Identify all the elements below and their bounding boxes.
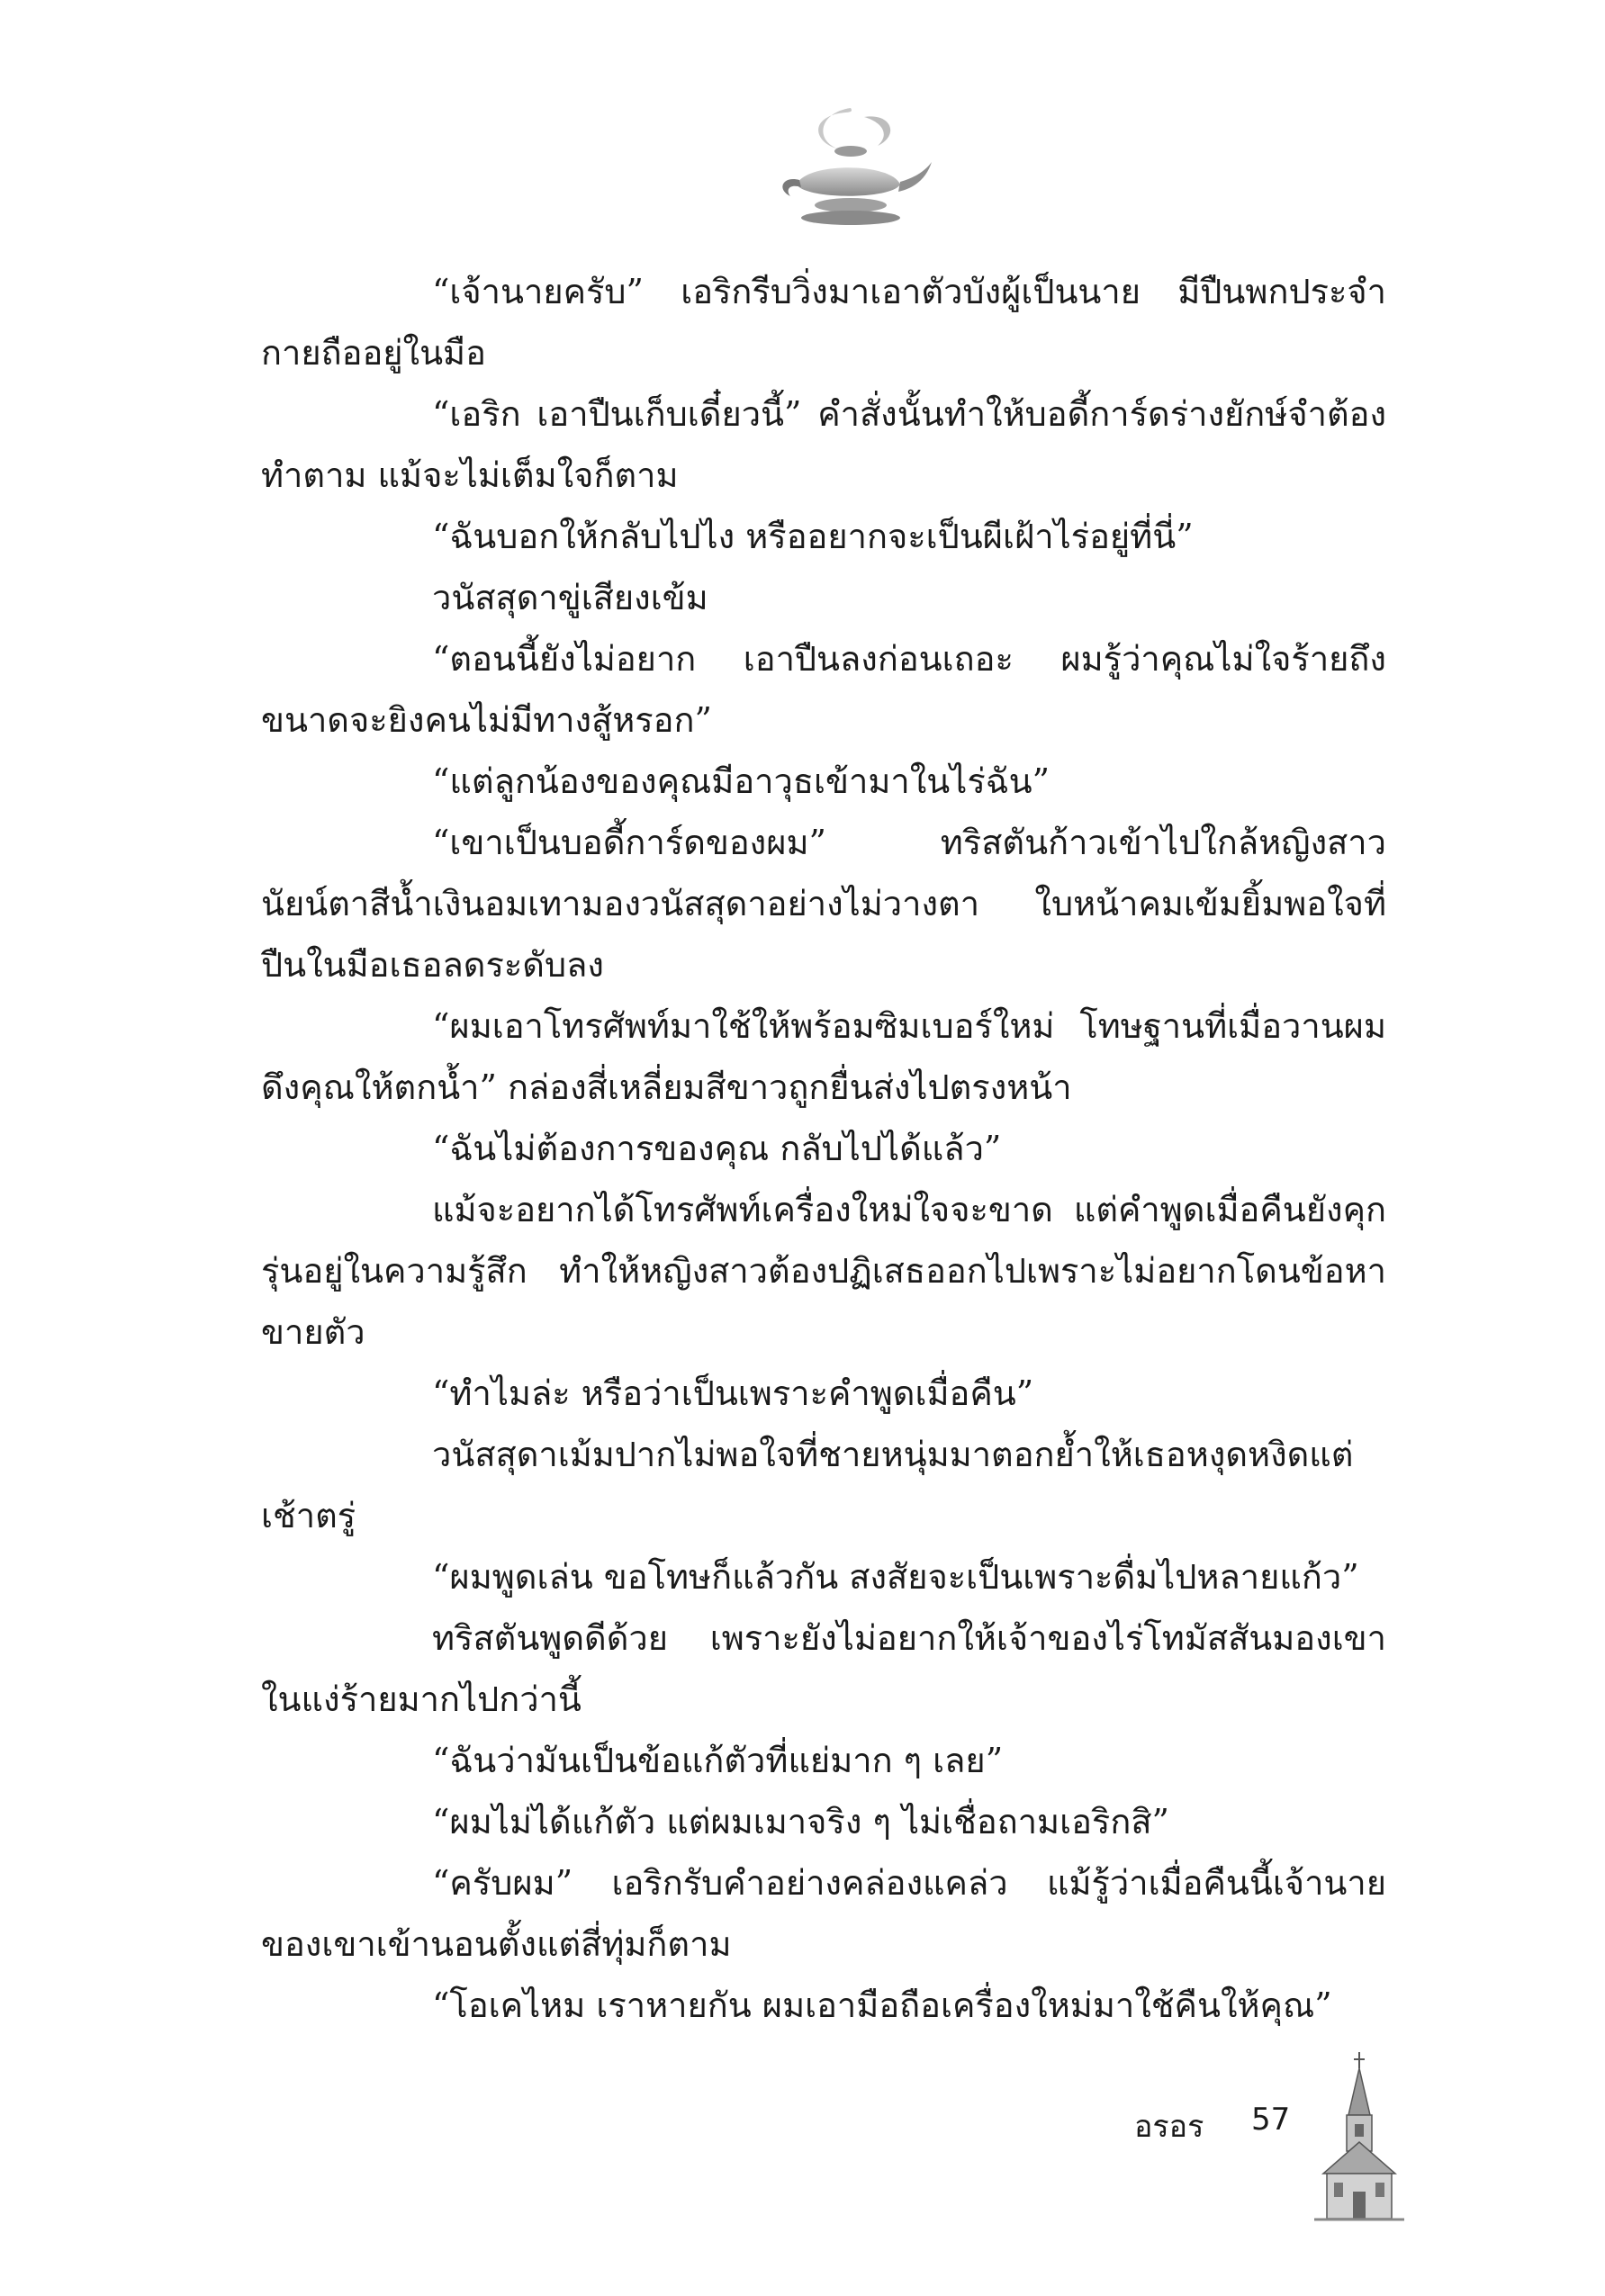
page-text xyxy=(261,261,1386,2036)
paragraph: “โอเคไหม เราหายกัน ผมเอามือถือเครื่องใหม่มาใช้คืนให้คุณ” xyxy=(432,1985,1332,2025)
paragraph: “ผมพูดเล่น ขอโทษก็แล้วกัน สงสัยจะเป็นเพราะดื่มไปหลายแก้ว” xyxy=(432,1557,1359,1597)
paragraph: “แต่ลูกน้องของคุณมีอาวุธเข้ามาในไร่ฉัน” xyxy=(432,761,1050,801)
paragraph: “ผมเอาโทรศัพท์มาใช้ให้พร้อมซิมเบอร์ใหม่ โทษฐานที่เมื่อวานผมดึงคุณให้ตกน้ำ” กล่องสี่เหลี่ยมสีขาวถูกยื่นส่งไปตรงหน้า xyxy=(261,1006,1386,1107)
paragraph: “เอริก เอาปืนเก็บเดี๋ยวนี้” คำสั่งนั้นทำให้บอดี้การ์ดร่างยักษ์จำต้องทำตาม แม้จะไม่เต็มใจก็ตาม xyxy=(261,394,1386,495)
paragraph: “เขาเป็นบอดี้การ์ดของผม” ทริสตันก้าวเข้าไปใกล้หญิงสาว นัยน์ตาสีน้ำเงินอมเทามองวนัสสุดาอย่างไม่วางตา ใบหน้าคมเข้มยิ้มพอใจที่ปืนในมือเธอลดระดับลง xyxy=(261,823,1386,985)
paragraph: “ฉันบอกให้กลับไปไง หรืออยากจะเป็นผีเฝ้าไร่อยู่ที่นี่” xyxy=(432,517,1194,556)
paragraph: “ผมไม่ได้แก้ตัว แต่ผมเมาจริง ๆ ไม่เชื่อถามเอริกสิ” xyxy=(432,1802,1169,1841)
church-icon xyxy=(1314,2052,1404,2223)
paragraph: “ฉันไม่ต้องการของคุณ กลับไปได้แล้ว” xyxy=(432,1129,1002,1168)
genie-lamp-icon xyxy=(765,99,936,234)
page-footer xyxy=(990,2052,1404,2232)
paragraph: “ทำไมล่ะ หรือว่าเป็นเพราะคำพูดเมื่อคืน” xyxy=(432,1373,1034,1413)
paragraph: “ฉันว่ามันเป็นข้อแก้ตัวที่แย่มาก ๆ เลย” xyxy=(432,1741,1004,1780)
paragraph: วนัสสุดาขู่เสียงเข้ม xyxy=(432,578,708,617)
paragraph: แม้จะอยากได้โทรศัพท์เครื่องใหม่ใจจะขาด แต่คำพูดเมื่อคืนยังคุกรุ่นอยู่ในความรู้สึก ทำให้หญิงสาวต้องปฏิเสธออกไปเพราะไม่อยากโดนข้อหาขายตัว xyxy=(261,1190,1386,1352)
book-title: อรอร xyxy=(1134,2109,1204,2145)
page-number: 57 xyxy=(1251,2102,1291,2138)
paragraph: “ครับผม” เอริกรับคำอย่างคล่องแคล่ว แม้รู้ว่าเมื่อคืนนี้เจ้านายของเขาเข้านอนตั้งแต่สี่ทุ่มก็ตาม xyxy=(261,1863,1386,1964)
paragraph: วนัสสุดาเม้มปากไม่พอใจที่ชายหนุ่มมาตอกย้ำให้เธอหงุดหงิดแต่เช้าตรู่ xyxy=(261,1435,1354,1535)
paragraph: “เจ้านายครับ” เอริกรีบวิ่งมาเอาตัวบังผู้เป็นนาย มีปืนพกประจำกายถืออยู่ในมือ xyxy=(261,272,1386,373)
paragraph: ทริสตันพูดดีด้วย เพราะยังไม่อยากให้เจ้าของไร่โทมัสสันมองเขาในแง่ร้ายมากไปกว่านี้ xyxy=(261,1618,1386,1719)
paragraph: “ตอนนี้ยังไม่อยาก เอาปืนลงก่อนเถอะ ผมรู้ว่าคุณไม่ใจร้ายถึงขนาดจะยิงคนไม่มีทางสู้หรอก” xyxy=(261,639,1386,740)
